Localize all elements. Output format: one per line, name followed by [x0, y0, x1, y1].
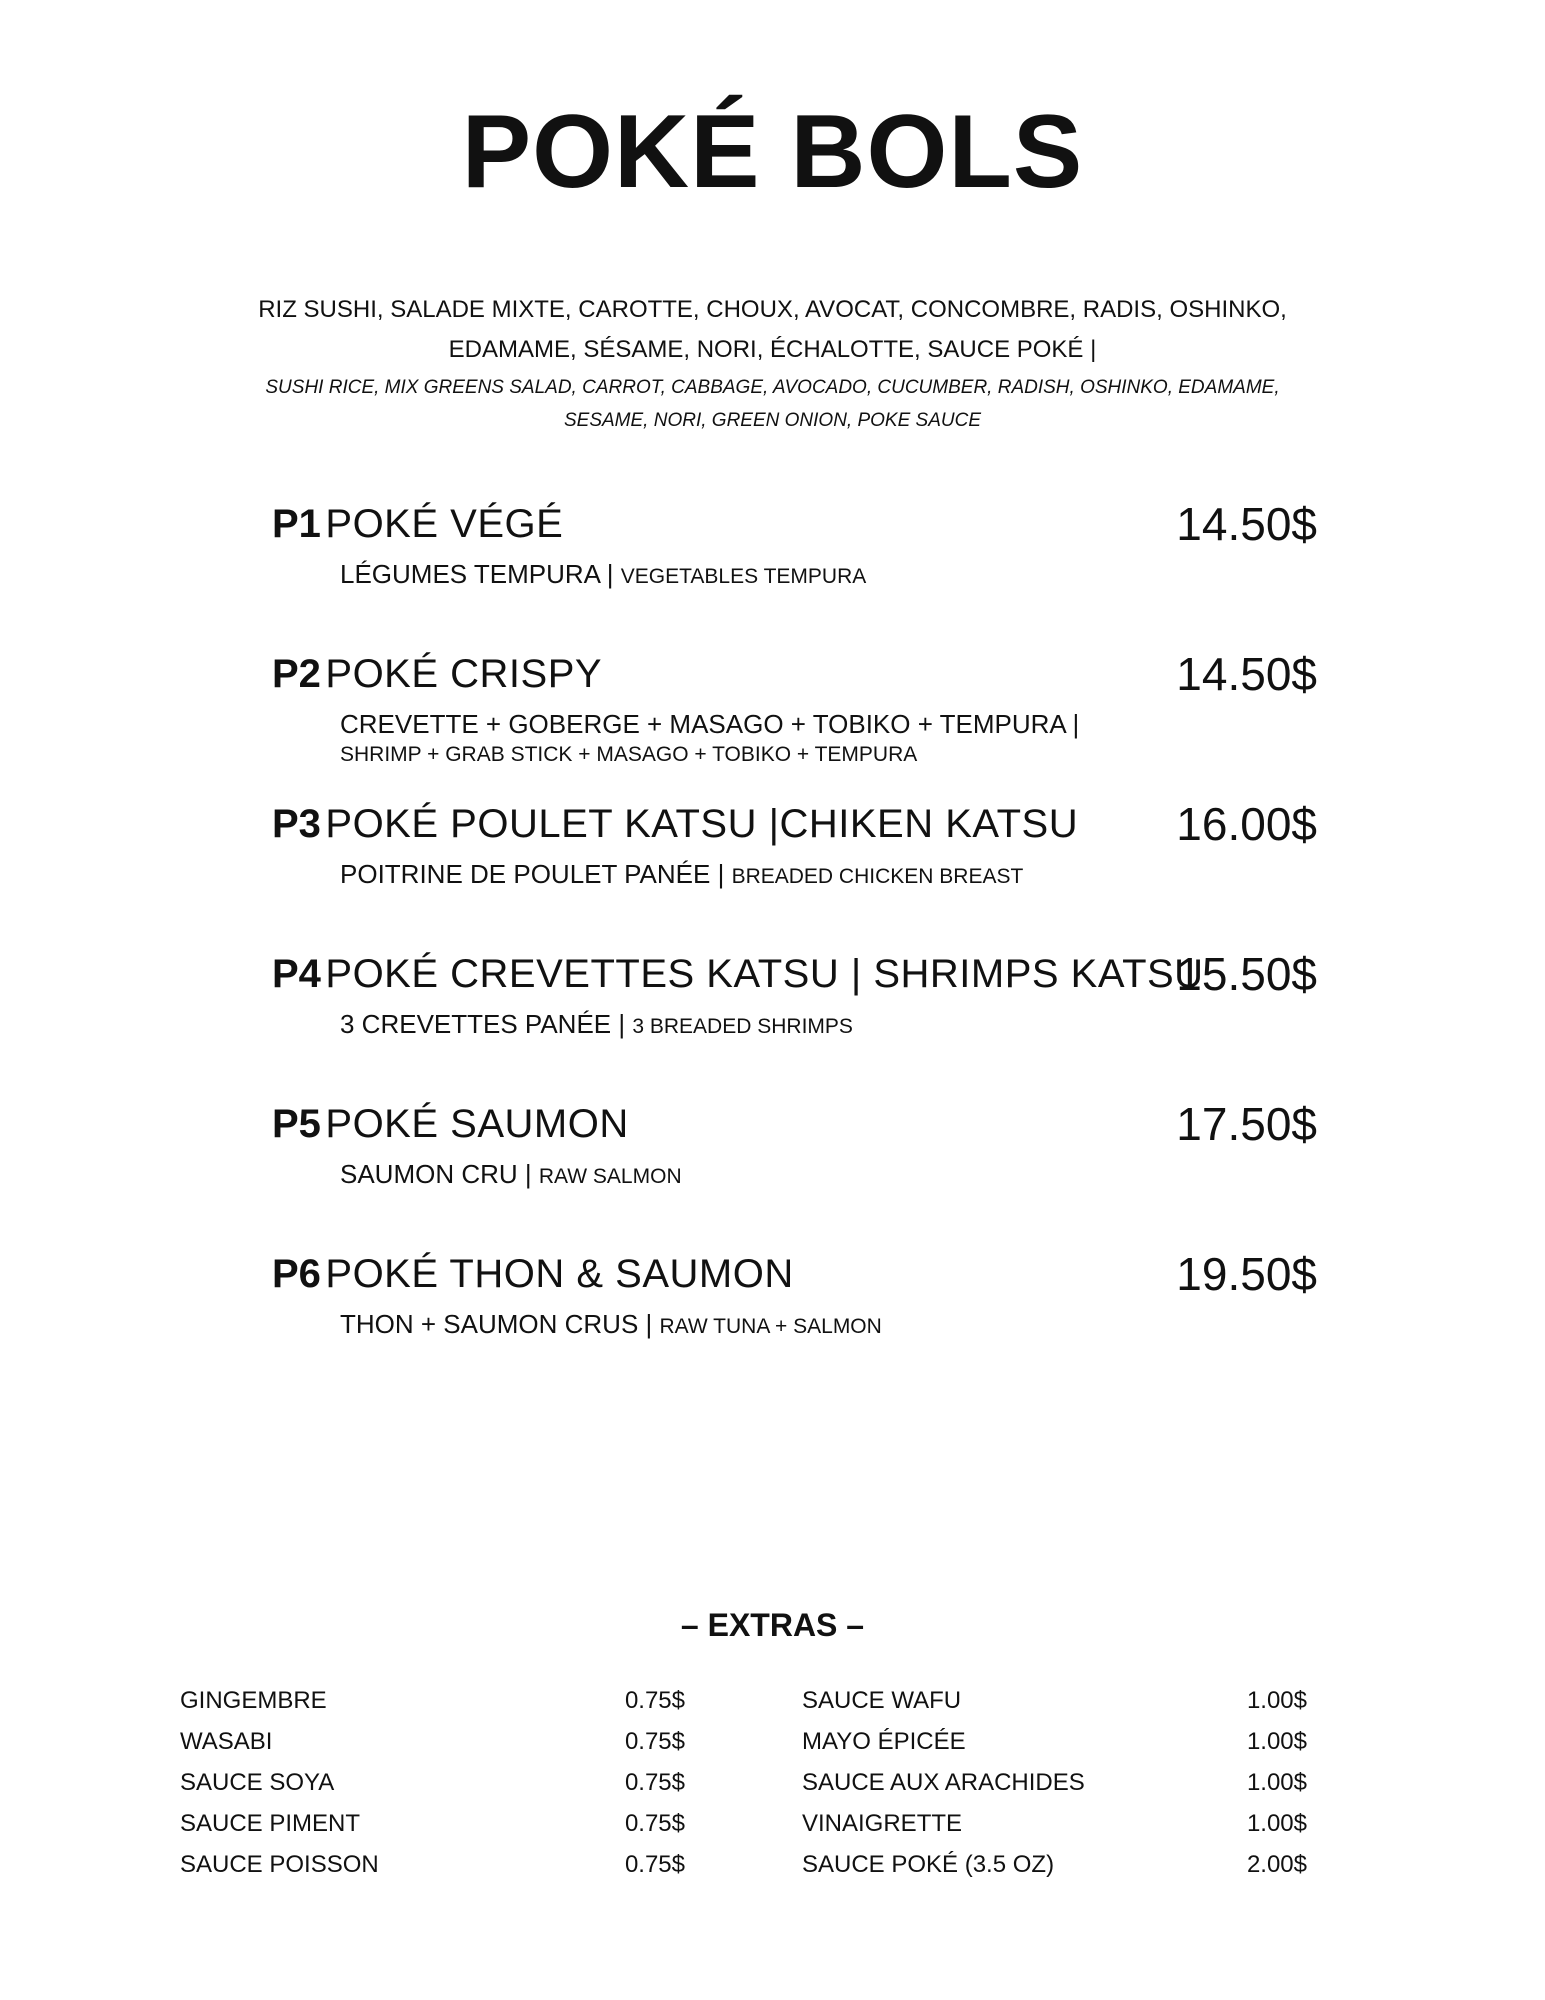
extra-row: [802, 1721, 1307, 1762]
extras-column-right: [802, 1680, 1307, 1885]
item-code: P1: [272, 502, 321, 546]
item-code: P5: [272, 1102, 321, 1146]
item-description-en: VEGETABLES TEMPURA: [620, 565, 867, 588]
menu-item: [272, 644, 1317, 794]
extra-name: SAUCE POISSON: [180, 1851, 379, 1878]
item-description: [340, 1158, 1317, 1193]
page-title: POKÉ BOLS: [461, 94, 1084, 210]
item-description-en: SHRIMP + GRAB STICK + MASAGO + TOBIKO + TEMPURA: [340, 743, 918, 766]
extra-price: 1.00$: [1246, 1728, 1307, 1755]
menu-item: [272, 794, 1317, 944]
extra-row: [802, 1844, 1307, 1885]
extra-name: GINGEMBRE: [180, 1687, 327, 1714]
ingredients-fr-line-1: RIZ SUSHI, SALADE MIXTE, CAROTTE, CHOUX, AVOCAT, CONCOMBRE, RADIS, OSHINKO,: [258, 296, 1287, 323]
item-code: P2: [272, 652, 321, 696]
ingredients-en-line-1: SUSHI RICE, MIX GREENS SALAD, CARROT, CABBAGE, AVOCADO, CUCUMBER, RADISH, OSHINKO, EDAMAME,: [265, 377, 1280, 398]
item-code: P3: [272, 802, 321, 846]
menu-item: [272, 944, 1317, 1094]
ingredients-block: [150, 290, 1395, 436]
extra-price: 1.00$: [1246, 1687, 1307, 1714]
item-price: 19.50$: [1176, 1248, 1317, 1300]
extra-row: [802, 1680, 1307, 1721]
extra-name: SAUCE SOYA: [180, 1769, 335, 1796]
item-name: POKÉ VÉGÉ: [325, 502, 564, 546]
item-code: P6: [272, 1252, 321, 1296]
menu-item: [272, 1094, 1317, 1244]
item-code: P4: [272, 952, 321, 996]
item-description: [340, 558, 1317, 593]
menu-list: [272, 494, 1317, 1394]
extra-name: SAUCE POKÉ (3.5 OZ): [802, 1851, 1055, 1878]
item-description-fr: SAUMON CRU |: [340, 1159, 539, 1189]
item-description-fr: LÉGUMES TEMPURA |: [340, 559, 621, 589]
item-description-en: BREADED CHICKEN BREAST: [731, 865, 1024, 888]
extra-row: [180, 1680, 685, 1721]
extra-row: [180, 1803, 685, 1844]
item-name: POKÉ SAUMON: [325, 1102, 629, 1146]
extra-row: [802, 1762, 1307, 1803]
item-price: 17.50$: [1176, 1098, 1317, 1150]
extra-price: 0.75$: [624, 1851, 685, 1878]
extra-price: 0.75$: [624, 1728, 685, 1755]
item-description-fr: CREVETTE + GOBERGE + MASAGO + TOBIKO + TEMPURA |: [340, 709, 1080, 739]
menu-item: [272, 1244, 1317, 1394]
item-price: 14.50$: [1176, 648, 1317, 700]
item-description-en: RAW SALMON: [538, 1165, 682, 1188]
menu-item: [272, 494, 1317, 644]
item-price: 14.50$: [1176, 498, 1317, 550]
item-name: POKÉ CRISPY: [325, 652, 603, 696]
item-description: [340, 858, 1317, 893]
item-description: [340, 1308, 1317, 1343]
extra-name: SAUCE PIMENT: [180, 1810, 361, 1837]
ingredients-fr-line-2: EDAMAME, SÉSAME, NORI, ÉCHALOTTE, SAUCE POKÉ |: [448, 336, 1097, 363]
item-name: POKÉ THON & SAUMON: [325, 1252, 794, 1296]
item-price: 16.00$: [1176, 798, 1317, 850]
extra-row: [180, 1762, 685, 1803]
extra-price: 0.75$: [624, 1769, 685, 1796]
extra-name: WASABI: [180, 1728, 273, 1755]
extra-price: 0.75$: [624, 1687, 685, 1714]
ingredients-en-line-2: SESAME, NORI, GREEN ONION, POKE SAUCE: [563, 410, 982, 431]
extras-column-left: [180, 1680, 685, 1885]
item-description: [340, 708, 1317, 740]
item-name: POKÉ CREVETTES KATSU | SHRIMPS KATSU: [325, 952, 1204, 996]
extra-name: SAUCE AUX ARACHIDES: [802, 1769, 1085, 1796]
item-price: 15.50$: [1176, 948, 1317, 1000]
extra-row: [802, 1803, 1307, 1844]
extra-price: 0.75$: [624, 1810, 685, 1837]
item-description: [340, 1008, 1317, 1043]
extra-row: [180, 1844, 685, 1885]
extra-name: VINAIGRETTE: [802, 1810, 963, 1837]
extras-title: – EXTRAS –: [680, 1607, 865, 1643]
item-description-fr: 3 CREVETTES PANÉE |: [340, 1009, 633, 1039]
extra-name: SAUCE WAFU: [802, 1687, 962, 1714]
item-description-fr: POITRINE DE POULET PANÉE |: [340, 859, 732, 889]
item-name: POKÉ POULET KATSU |CHIKEN KATSU: [325, 802, 1079, 846]
item-description-fr: THON + SAUMON CRUS |: [340, 1309, 660, 1339]
extra-row: [180, 1721, 685, 1762]
extra-price: 1.00$: [1246, 1810, 1307, 1837]
extra-price: 2.00$: [1246, 1851, 1307, 1878]
item-description-en: RAW TUNA + SALMON: [659, 1315, 882, 1338]
extra-price: 1.00$: [1246, 1769, 1307, 1796]
extra-name: MAYO ÉPICÉE: [802, 1728, 966, 1755]
item-description-en: 3 BREADED SHRIMPS: [632, 1015, 853, 1038]
